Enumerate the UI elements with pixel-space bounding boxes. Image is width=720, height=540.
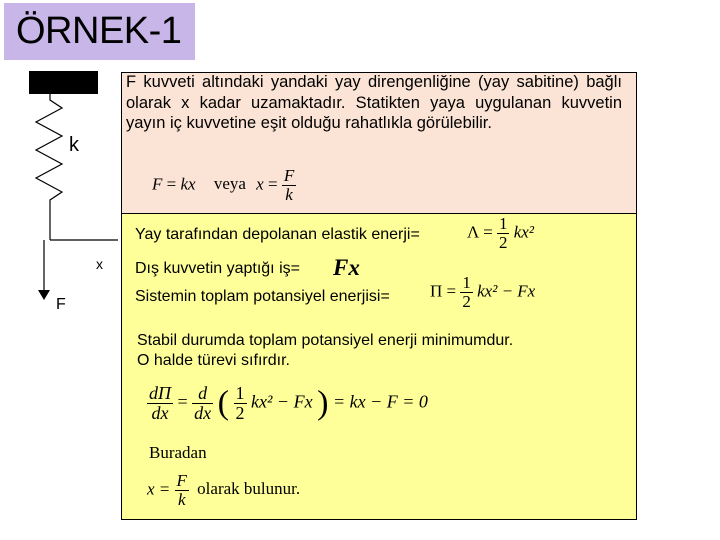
intro-panel bbox=[121, 72, 637, 214]
fraction-F-over-k: $\frac{F}{k}$ bbox=[283, 166, 295, 204]
total-potential-formula: Π = $\frac{1}{2}$ kx² − Fx bbox=[430, 273, 536, 311]
spring-coil bbox=[36, 94, 62, 240]
derivative-equation: $\frac{d\Pi}{dx}$ = $\frac{d}{dx}$ ( $\frac{1}{2}$ kx² − Fx ) = kx − F = 0 bbox=[149, 383, 428, 423]
stability-line-1: Stabil durumda toplam potansiyel enerji minimumdur. bbox=[137, 332, 514, 349]
spring-constant-label: k bbox=[69, 134, 79, 156]
buradan-text: Buradan bbox=[149, 443, 207, 462]
displacement-label: x bbox=[96, 256, 103, 272]
force-arrow-head bbox=[38, 290, 50, 300]
hooke-equation: F = kx veya x = $\frac{F}{k}$ bbox=[152, 166, 295, 204]
spring-figure bbox=[0, 0, 120, 320]
slide-title: ÖRNEK-1 bbox=[16, 10, 182, 52]
total-potential-label: Sistemin toplam potansiyel enerjisi= bbox=[135, 288, 390, 305]
force-label: F bbox=[56, 296, 66, 313]
elastic-energy-formula: Λ = $\frac{1}{2}$ kx² bbox=[467, 214, 534, 252]
energy-panel bbox=[121, 213, 637, 520]
stability-line-2: O halde türevi sıfırdır. bbox=[137, 352, 290, 369]
result-equation: x = $\frac{F}{k}$ olarak bulunur. bbox=[147, 471, 301, 509]
intro-text: F kuvveti altındaki yandaki yay direngenliğine (yay sabitine) bağlı olarak x kadar uzamaktadır. Statikten yaya uygulanan kuvvetin yayın iç kuvvetine eşit olduğu rahatlıkla görülebilir. bbox=[126, 73, 622, 132]
elastic-energy-label: Yay tarafından depolanan elastik enerji= bbox=[135, 226, 420, 243]
external-work-formula: Fx bbox=[333, 255, 360, 280]
external-work-label: Dış kuvvetin yaptığı iş= bbox=[135, 260, 300, 277]
